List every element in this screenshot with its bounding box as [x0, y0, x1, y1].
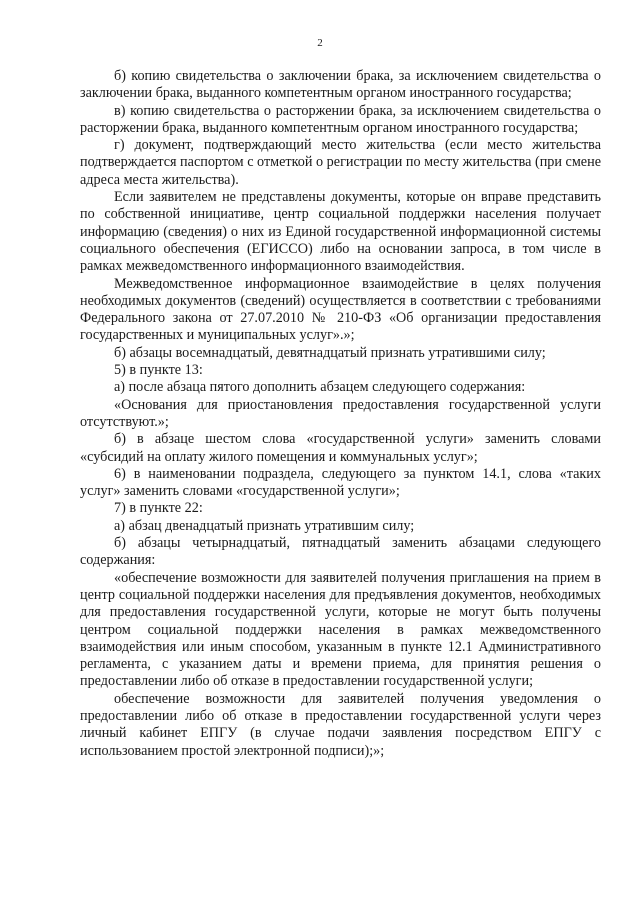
paragraph-egisso-request: Если заявителем не представлены документы, которые он вправе представить по собственной инициативе, центр социальной поддержки населения получает информацию (сведения) о них из Единой государственной информационной системы социального обеспечения (ЕГИССО) либо на основании запроса, в том числе в рамках межведомственного информационного взаимодействия. [80, 189, 601, 275]
paragraph-b-invalidate-paragraphs: б) абзацы восемнадцатый, девятнадцатый признать утратившими силу; [114, 344, 546, 361]
paragraph-item-5: 5) в пункте 13: [114, 362, 203, 379]
document-body [80, 68, 601, 760]
paragraph-b-replace-paragraphs: б) абзацы четырнадцатый, пятнадцатый заменить абзацами следующего содержания: [80, 535, 601, 569]
paragraph-v-divorce-certificate: в) копию свидетельства о расторжении брака, за исключением свидетельства о расторжении брака, выданного компетентным органом иностранного государства; [80, 102, 601, 136]
paragraph-item-7: 7) в пункте 22: [114, 500, 203, 517]
page-number: 2 [317, 37, 323, 49]
paragraph-b-replace-words: б) в абзаце шестом слова «государственной услуги» заменить словами «субсидий на оплату жилого помещения и коммунальных услуг»; [80, 431, 601, 465]
paragraph-no-suspension-grounds: «Основания для приостановления предоставления государственной услуги отсутствуют.»; [80, 396, 601, 430]
paragraph-a-add-paragraph: а) после абзаца пятого дополнить абзацем следующего содержания: [114, 379, 526, 396]
paragraph-b-marriage-certificate: б) копию свидетельства о заключении брака, за исключением свидетельства о заключении брака, выданного компетентным органом иностранного государства; [80, 68, 601, 102]
paragraph-notification-possibility: обеспечение возможности для заявителей получения уведомления о предоставлении либо об отказе в предоставлении государственной услуги через личный кабинет ЕПГУ (в случае подачи заявления посредством ЕПГУ с использованием простой электронной подписи);»; [80, 690, 601, 759]
paragraph-a-invalidate-twelfth: а) абзац двенадцатый признать утратившим силу; [114, 517, 415, 534]
paragraph-g-residence-document: г) документ, подтверждающий место жительства (если место жительства подтверждается паспортом с отметкой о регистрации по месту жительства (при смене адреса места жительства). [80, 137, 601, 188]
paragraph-interagency-interaction: Межведомственное информационное взаимодействие в целях получения необходимых документов (сведений) осуществляется в соответствии с требованиями Федерального закона от 27.07.2010 № 210-ФЗ «Об организации предоставления государственных и муниципальных услуг».»; [80, 275, 601, 344]
paragraph-invitation-possibility: «обеспечение возможности для заявителей получения приглашения на прием в центр социальной поддержки населения для предъявления документов, необходимых для предоставления государственной услуги, которые не могут быть получены центром социальной поддержки населения в рамках межведомственного взаимодействия или иным способом, указанным в пункте 12.1 Административного регламента, с указанием даты и времени приема, для принятия решения о предоставлении либо об отказе в предоставлении государственной услуги; [80, 569, 601, 690]
paragraph-item-6: 6) в наименовании подраздела, следующего за пунктом 14.1, слова «таких услуг» заменить словами «государственной услуги»; [80, 465, 601, 500]
